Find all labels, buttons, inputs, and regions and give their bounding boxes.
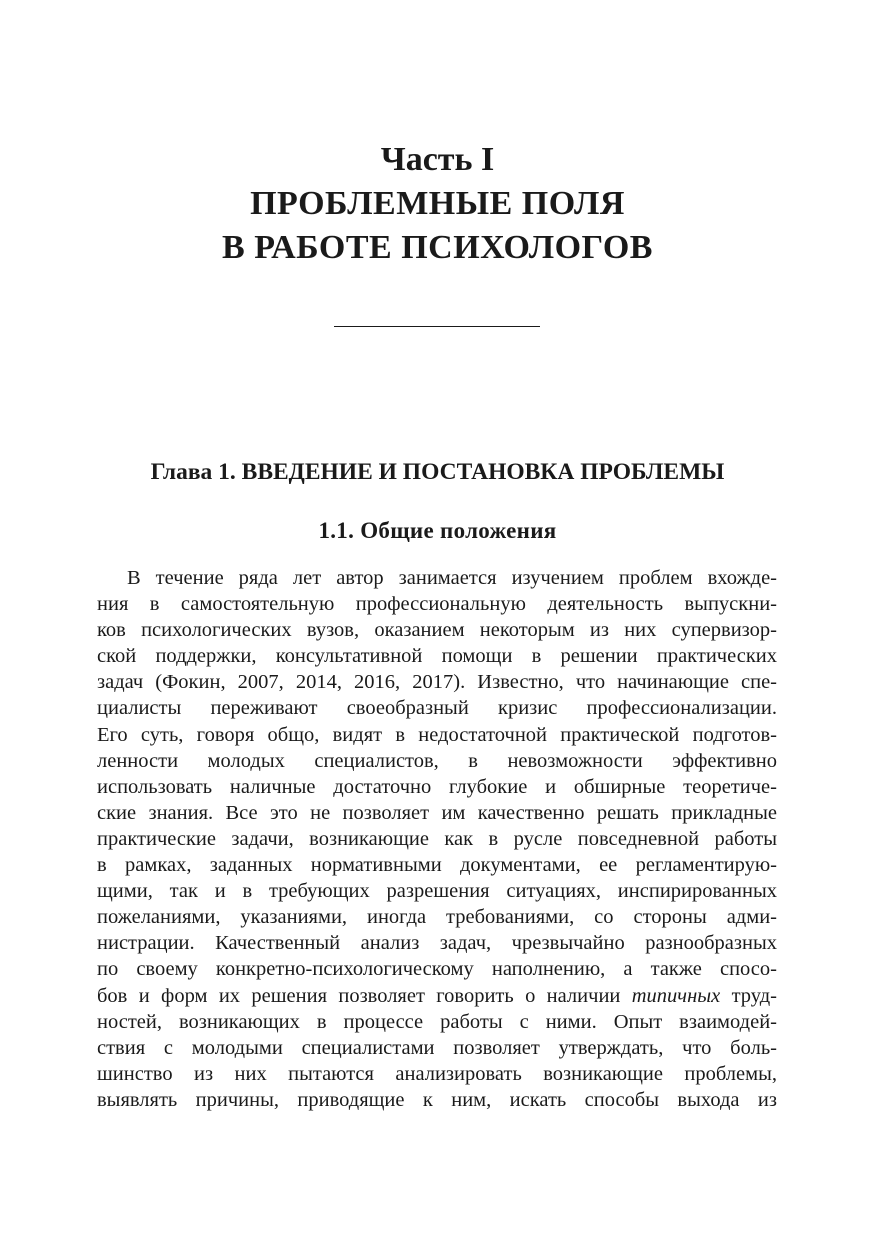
paragraph-line: задач (Фокин, 2007, 2014, 2016, 2017). Известно, что начинающие спе- — [97, 671, 777, 694]
part-title-line: В РАБОТЕ ПСИХОЛОГОВ — [222, 229, 653, 266]
line-text-before-italic: бов и форм их решения позволяет говорить о наличии — [97, 984, 632, 1007]
paragraph-line: В течение ряда лет автор занимается изучением проблем вхожде- — [127, 567, 777, 589]
paragraph-line: по своему конкретно-психологическому наполнению, а также спосо- — [97, 958, 777, 981]
line-text-after-italic: труд- — [720, 984, 778, 1007]
italic-emphasis: типичных — [631, 984, 721, 1007]
paragraph-line: ской поддержки, консультативной помощи в решении практических — [97, 645, 777, 668]
paragraph-line: в рамках, заданных нормативными документами, ее регламентирую- — [97, 854, 777, 877]
paragraph-line: ские знания. Все это не позволяет им качественно решать прикладные — [97, 801, 777, 824]
body-paragraph — [97, 565, 777, 1113]
paragraph-line: практические задачи, возникающие как в русле повседневной работы — [97, 827, 777, 850]
part-heading-block — [0, 138, 875, 270]
paragraph-line: выявлять причины, приводящие к ним, искать способы выхода из — [97, 1088, 777, 1111]
paragraph-line: пожеланиями, указаниями, иногда требованиями, со стороны адми- — [97, 906, 777, 929]
paragraph-line-with-italic — [97, 983, 777, 1009]
paragraph-line: использовать наличные достаточно глубокие и обширные теоретиче- — [97, 775, 777, 798]
paragraph-line: циалисты переживают своеобразный кризис профессионализации. — [97, 697, 777, 720]
paragraph-line: ленности молодых специалистов, в невозможности эффективно — [97, 749, 777, 772]
part-label: Часть I — [380, 141, 495, 178]
part-title-line: ПРОБЛЕМНЫЕ ПОЛЯ — [250, 185, 625, 222]
paragraph-line: шинство из них пытаются анализировать возникающие проблемы, — [97, 1062, 777, 1085]
paragraph-line: Его суть, говоря общо, видят в недостаточной практической подготов- — [97, 723, 777, 746]
section-heading: 1.1. Общие положения — [318, 518, 557, 543]
paragraph-line: ков психологических вузов, оказанием некоторым из них супервизор- — [97, 619, 777, 642]
paragraph-line: ния в самостоятельную профессиональную деятельность выпускни- — [97, 593, 777, 616]
paragraph-line: нистрации. Качественный анализ задач, чрезвычайно разнообразных — [97, 932, 777, 955]
paragraph-line: щими, так и в требующих разрешения ситуациях, инспирированных — [97, 880, 777, 903]
paragraph-line: ностей, возникающих в процессе работы с ними. Опыт взаимодей- — [97, 1010, 777, 1033]
section-divider — [334, 326, 540, 327]
paragraph-line: ствия с молодыми специалистами позволяет утверждать, что боль- — [97, 1036, 777, 1059]
chapter-heading: Глава 1. ВВЕДЕНИЕ И ПОСТАНОВКА ПРОБЛЕМЫ — [150, 459, 725, 485]
